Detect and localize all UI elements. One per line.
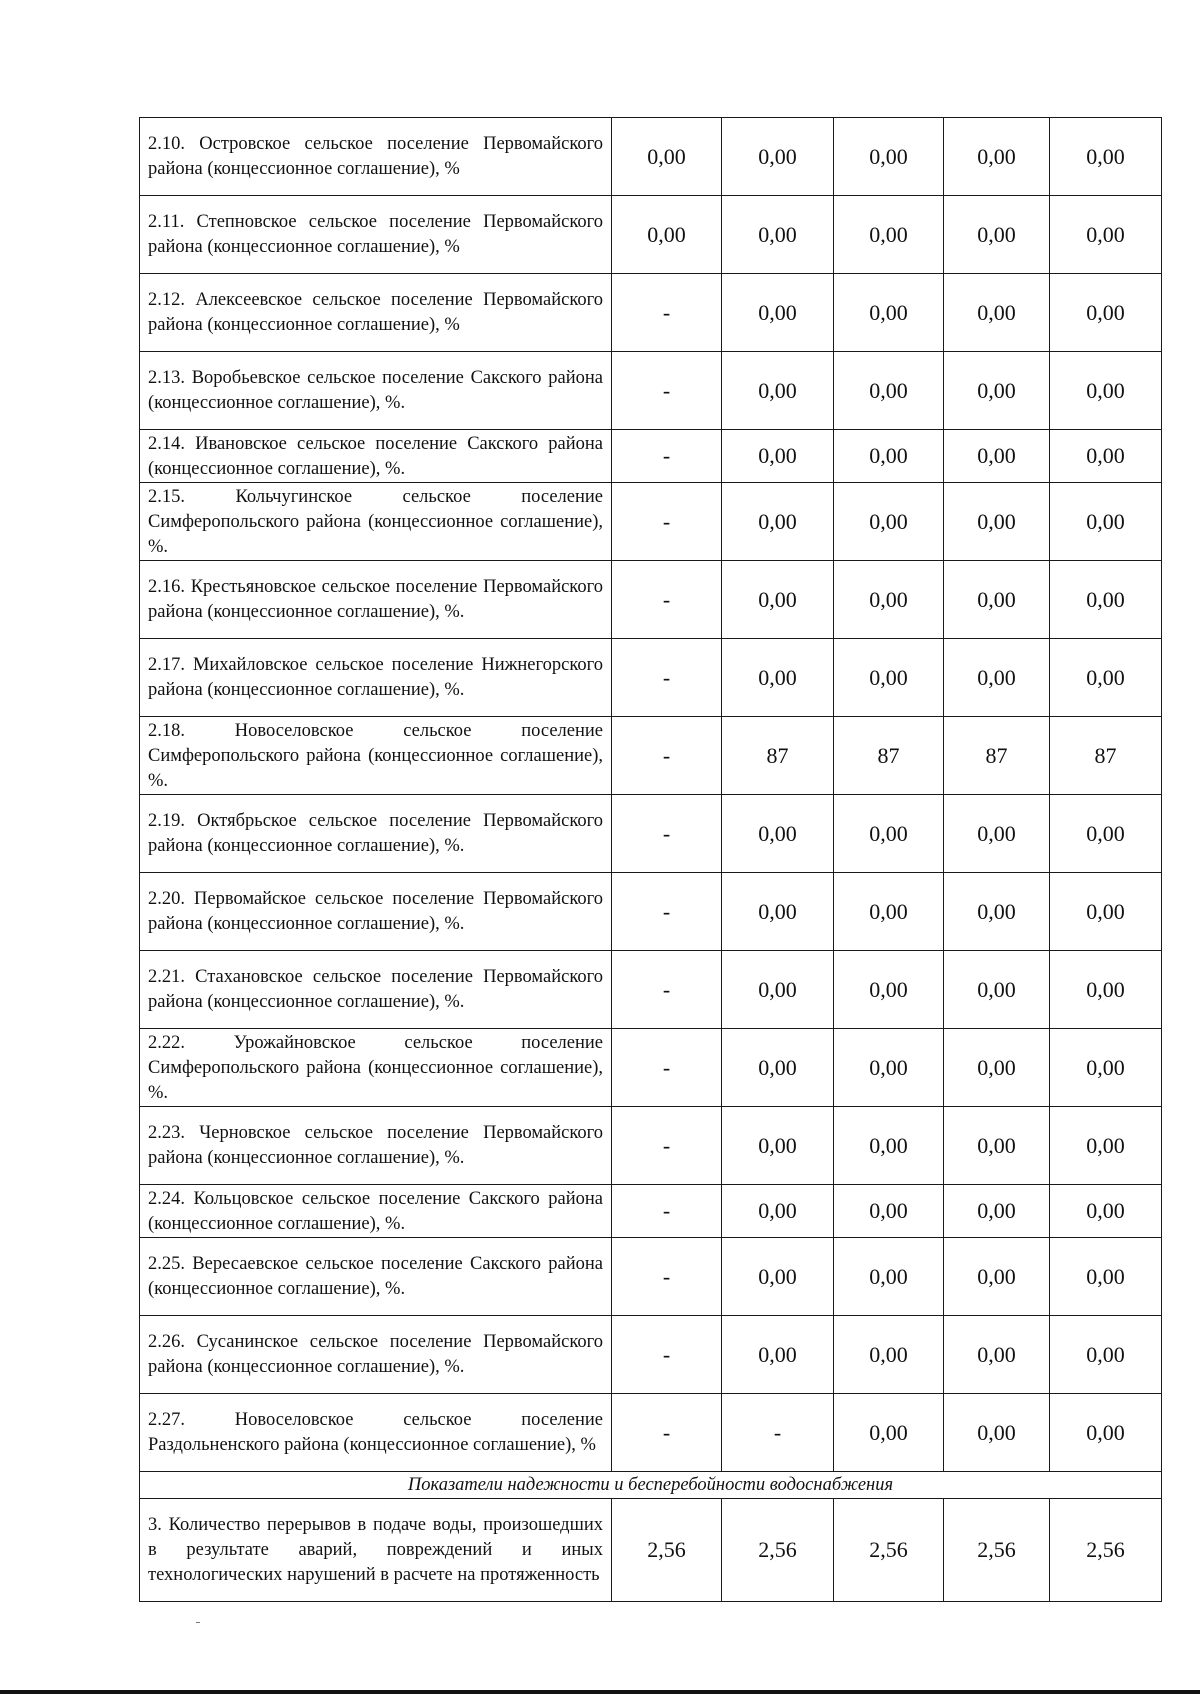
row-label: 3. Количество перерывов в подаче воды, произошедших в результате аварий, повреждений и иных технологических нарушений в расчете на протяженность: [140, 1499, 612, 1602]
value-cell: 0,00: [944, 1107, 1050, 1185]
value-cell: 0,00: [722, 1029, 834, 1107]
value-cell: 0,00: [834, 795, 944, 873]
value-cell: -: [612, 795, 722, 873]
row-label: 2.20. Первомайское сельское поселение Первомайского района (концессионное соглашение), %.: [140, 873, 612, 951]
indicator-table: [139, 117, 1162, 1602]
indicator-table-container: [139, 117, 1161, 1602]
value-cell: 0,00: [722, 430, 834, 483]
value-cell: -: [612, 430, 722, 483]
value-cell: 2,56: [834, 1499, 944, 1602]
table-row: [140, 1238, 1162, 1316]
value-cell: 0,00: [1050, 483, 1162, 561]
value-cell: 0,00: [722, 1107, 834, 1185]
value-cell: 0,00: [1050, 196, 1162, 274]
table-row: [140, 118, 1162, 196]
value-cell: 0,00: [722, 274, 834, 352]
value-cell: 0,00: [944, 951, 1050, 1029]
value-cell: 0,00: [1050, 352, 1162, 430]
table-row: [140, 795, 1162, 873]
value-cell: 0,00: [834, 639, 944, 717]
value-cell: 0,00: [944, 352, 1050, 430]
value-cell: 0,00: [1050, 1238, 1162, 1316]
value-cell: 0,00: [834, 873, 944, 951]
table-row: [140, 1185, 1162, 1238]
value-cell: 0,00: [1050, 561, 1162, 639]
value-cell: 0,00: [944, 483, 1050, 561]
value-cell: 0,00: [944, 795, 1050, 873]
value-cell: 0,00: [1050, 274, 1162, 352]
table-row: [140, 196, 1162, 274]
value-cell: -: [612, 1394, 722, 1472]
row-label: 2.15. Кольчугинское сельское поселение Симферопольского района (концессионное соглашение), %.: [140, 483, 612, 561]
row-label: 2.14. Ивановское сельское поселение Сакского района (концессионное соглашение), %.: [140, 430, 612, 483]
value-cell: 0,00: [1050, 639, 1162, 717]
value-cell: 0,00: [834, 1029, 944, 1107]
value-cell: 0,00: [834, 352, 944, 430]
table-row: [140, 1029, 1162, 1107]
value-cell: 0,00: [1050, 795, 1162, 873]
value-cell: 87: [834, 717, 944, 795]
table-row: [140, 1394, 1162, 1472]
value-cell: -: [612, 1316, 722, 1394]
value-cell: 0,00: [834, 483, 944, 561]
value-cell: 0,00: [722, 639, 834, 717]
value-cell: 0,00: [834, 274, 944, 352]
row-label: 2.18. Новоселовское сельское поселение Симферопольского района (концессионное соглашение), %.: [140, 717, 612, 795]
row-label: 2.26. Сусанинское сельское поселение Первомайского района (концессионное соглашение), %.: [140, 1316, 612, 1394]
table-row: [140, 561, 1162, 639]
value-cell: -: [722, 1394, 834, 1472]
scan-speck: [196, 1622, 200, 1623]
value-cell: -: [612, 1029, 722, 1107]
value-cell: -: [612, 639, 722, 717]
row-label: 2.24. Кольцовское сельское поселение Сакского района (концессионное соглашение), %.: [140, 1185, 612, 1238]
value-cell: 0,00: [834, 1185, 944, 1238]
value-cell: 0,00: [834, 561, 944, 639]
value-cell: 0,00: [834, 951, 944, 1029]
table-row: [140, 873, 1162, 951]
value-cell: 0,00: [944, 118, 1050, 196]
row-label: 2.13. Воробьевское сельское поселение Сакского района (концессионное соглашение), %.: [140, 352, 612, 430]
row-label: 2.16. Крестьяновское сельское поселение Первомайского района (концессионное соглашение), %.: [140, 561, 612, 639]
value-cell: 0,00: [1050, 1316, 1162, 1394]
row-label: 2.19. Октябрьское сельское поселение Первомайского района (концессионное соглашение), %.: [140, 795, 612, 873]
value-cell: 0,00: [722, 561, 834, 639]
value-cell: 0,00: [722, 795, 834, 873]
value-cell: 0,00: [944, 561, 1050, 639]
value-cell: 0,00: [1050, 873, 1162, 951]
value-cell: 0,00: [834, 1394, 944, 1472]
value-cell: 0,00: [722, 1316, 834, 1394]
table-row: [140, 1107, 1162, 1185]
value-cell: 0,00: [1050, 118, 1162, 196]
value-cell: 0,00: [722, 951, 834, 1029]
value-cell: 2,56: [1050, 1499, 1162, 1602]
row-label: 2.21. Стахановское сельское поселение Первомайского района (концессионное соглашение), %.: [140, 951, 612, 1029]
table-row: [140, 352, 1162, 430]
value-cell: 0,00: [722, 1238, 834, 1316]
value-cell: 0,00: [834, 1238, 944, 1316]
value-cell: 0,00: [722, 1185, 834, 1238]
value-cell: -: [612, 717, 722, 795]
table-row: [140, 639, 1162, 717]
row-label: 2.12. Алексеевское сельское поселение Первомайского района (концессионное соглашение), %: [140, 274, 612, 352]
value-cell: 0,00: [722, 352, 834, 430]
value-cell: 87: [1050, 717, 1162, 795]
value-cell: -: [612, 483, 722, 561]
value-cell: 0,00: [834, 118, 944, 196]
row-label: 2.17. Михайловское сельское поселение Нижнегорского района (концессионное соглашение), %.: [140, 639, 612, 717]
value-cell: 0,00: [944, 1238, 1050, 1316]
table-row: [140, 430, 1162, 483]
value-cell: 0,00: [834, 430, 944, 483]
value-cell: 0,00: [722, 873, 834, 951]
value-cell: 87: [722, 717, 834, 795]
table-row: [140, 717, 1162, 795]
value-cell: 0,00: [944, 196, 1050, 274]
value-cell: 87: [944, 717, 1050, 795]
value-cell: 2,56: [612, 1499, 722, 1602]
value-cell: -: [612, 561, 722, 639]
section-header-row: [140, 1472, 1162, 1499]
value-cell: 0,00: [834, 1316, 944, 1394]
value-cell: 0,00: [944, 1316, 1050, 1394]
value-cell: -: [612, 1238, 722, 1316]
row-label: 2.27. Новоселовское сельское поселение Раздольненского района (концессионное соглашение), %: [140, 1394, 612, 1472]
value-cell: -: [612, 951, 722, 1029]
page-bottom-edge: [0, 1690, 1200, 1694]
indicator-table-body: [140, 118, 1162, 1602]
value-cell: -: [612, 1107, 722, 1185]
table-row: [140, 274, 1162, 352]
value-cell: 0,00: [612, 118, 722, 196]
table-row: [140, 1316, 1162, 1394]
row-label: 2.11. Степновское сельское поселение Первомайского района (концессионное соглашение), %: [140, 196, 612, 274]
value-cell: 0,00: [944, 1185, 1050, 1238]
value-cell: -: [612, 1185, 722, 1238]
value-cell: 0,00: [1050, 1029, 1162, 1107]
table-row: [140, 1499, 1162, 1602]
value-cell: 0,00: [834, 1107, 944, 1185]
row-label: 2.23. Черновское сельское поселение Первомайского района (концессионное соглашение), %.: [140, 1107, 612, 1185]
value-cell: 0,00: [722, 196, 834, 274]
value-cell: -: [612, 873, 722, 951]
table-row: [140, 483, 1162, 561]
value-cell: 0,00: [944, 430, 1050, 483]
value-cell: 0,00: [612, 196, 722, 274]
row-label: 2.10. Островское сельское поселение Первомайского района (концессионное соглашение), %: [140, 118, 612, 196]
value-cell: 0,00: [944, 274, 1050, 352]
row-label: 2.25. Вересаевское сельское поселение Сакского района (концессионное соглашение), %.: [140, 1238, 612, 1316]
value-cell: 0,00: [944, 1029, 1050, 1107]
value-cell: 0,00: [1050, 951, 1162, 1029]
value-cell: -: [612, 274, 722, 352]
value-cell: 0,00: [1050, 430, 1162, 483]
value-cell: 0,00: [944, 1394, 1050, 1472]
row-label: 2.22. Урожайновское сельское поселение Симферопольского района (концессионное соглашение), %.: [140, 1029, 612, 1107]
value-cell: 0,00: [1050, 1394, 1162, 1472]
value-cell: 0,00: [1050, 1185, 1162, 1238]
value-cell: 0,00: [944, 873, 1050, 951]
value-cell: 0,00: [1050, 1107, 1162, 1185]
value-cell: -: [612, 352, 722, 430]
value-cell: 2,56: [944, 1499, 1050, 1602]
value-cell: 0,00: [944, 639, 1050, 717]
table-row: [140, 951, 1162, 1029]
section-header: Показатели надежности и бесперебойности водоснабжения: [140, 1472, 1162, 1499]
value-cell: 0,00: [834, 196, 944, 274]
value-cell: 0,00: [722, 483, 834, 561]
value-cell: 0,00: [722, 118, 834, 196]
value-cell: 2,56: [722, 1499, 834, 1602]
